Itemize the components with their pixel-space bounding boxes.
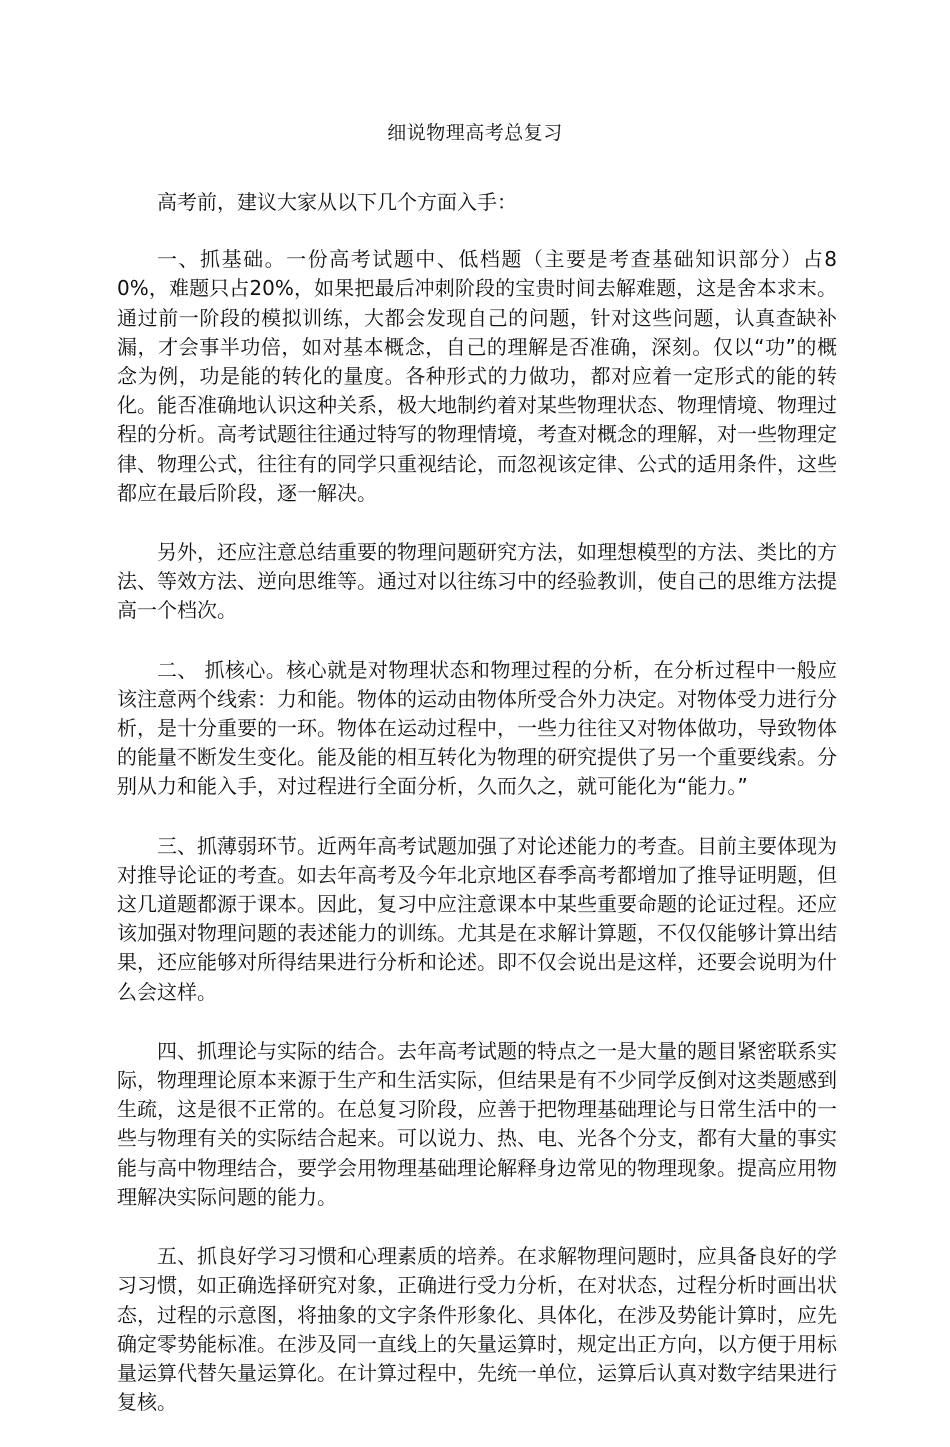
paragraph-theory-practice: 四、抓理论与实际的结合。去年高考试题的特点之一是大量的题目紧密联系实际，物理理论原本来源于生产和生活实际，但结果是有不少同学反倒对这类题感到生疏，这是很不正常的。在总复习阶段，应善于把物理基础理论与日常生活中的一些与物理有关的实际结合起来。可以说力、热、电、光各个分支，都有大量的事实能与高中物理结合，要学会用物理基础理论解释身边常见的物理现象。提高应用物理解决实际问题的能力。 bbox=[117, 1038, 837, 1209]
document-body bbox=[117, 188, 837, 1447]
paragraph-core: 二、 抓核心。核心就是对物理状态和物理过程的分析，在分析过程中一般应该注意两个线索：力和能。物体的运动由物体所受合外力决定。对物体受力进行分析，是十分重要的一环。物体在运动过程中，一些力往往又对物体做功，导致物体的能量不断发生变化。能及能的相互转化为物理的研究提供了另一个重要线索。分别从力和能入手，对过程进行全面分析，久而久之，就可能化为“能力。” bbox=[117, 657, 837, 799]
paragraph-basics: 一、抓基础。一份高考试题中、低档题（主要是考查基础知识部分）占80%，难题只占20%，如果把最后冲刺阶段的宝贵时间去解难题，这是舍本求末。通过前一阶段的模拟训练，大都会发现自己的问题，针对这些问题，认真查缺补漏，才会事半功倍，如对基本概念，自己的理解是否准确，深刻。仅以“功”的概念为例，功是能的转化的量度。各种形式的力做功，都对应着一定形式的能的转化。能否准确地认识这种关系，极大地制约着对某些物理状态、物理情境、物理过程的分析。高考试题往往通过特写的物理情境，考查对概念的理解，对一些物理定律、物理公式，往往有的同学只重视结论，而忽视该定律、公式的适用条件，这些都应在最后阶段，逐一解决。 bbox=[117, 247, 837, 505]
paragraph-weak-points: 三、抓薄弱环节。近两年高考试题加强了对论述能力的考查。目前主要体现为对推导论证的考查。如去年高考及今年北京地区春季高考都增加了推导证明题，但这几道题都源于课本。因此，复习中应注意课本中某些重要命题的论证过程。还应该加强对物理问题的表述能力的训练。尤其是在求解计算题，不仅仅能够计算出结果，还应能够对所得结果进行分析和论述。即不仅会说出是这样，还要会说明为什么会这样。 bbox=[117, 833, 837, 1004]
paragraph-methods: 另外，还应注意总结重要的物理问题研究方法，如理想模型的方法、类比的方法、等效方法、逆向思维等。通过对以往练习中的经验教训，使自己的思维方法提高一个档次。 bbox=[117, 540, 837, 623]
paragraph-intro: 高考前，建议大家从以下几个方面入手： bbox=[157, 190, 517, 214]
document-title: 细说物理高考总复习 bbox=[387, 122, 563, 144]
paragraph-habits: 五、抓良好学习习惯和心理素质的培养。在求解物理问题时，应具备良好的学习习惯，如正确选择研究对象，正确进行受力分析，在对状态，过程分析时画出状态，过程的示意图，将抽象的文字条件形象化、具体化，在涉及势能计算时，应先确定零势能标准。在涉及同一直线上的矢量运算时，规定出正方向，以方便于用标量运算代替矢量运算化。在计算过程中，先统一单位，运算后认真对数字结果进行复核。 bbox=[117, 1244, 837, 1415]
